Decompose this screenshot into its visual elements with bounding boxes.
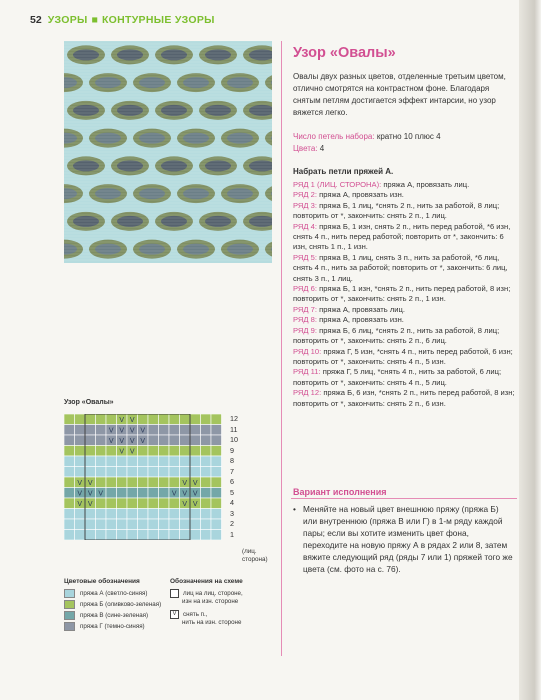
slip-symbol: V <box>170 610 179 619</box>
chart-cell <box>211 488 222 499</box>
chart-cell <box>180 446 191 457</box>
chart-title: Узор «Овалы» <box>64 399 114 406</box>
chart-cell <box>85 509 96 520</box>
chart-cell <box>190 446 201 457</box>
stitch-count <box>293 131 513 143</box>
chart-cell <box>190 530 201 541</box>
chart-cell <box>117 530 128 541</box>
symbol-legend-item <box>170 610 207 619</box>
chart-cell <box>148 425 159 436</box>
chart-cell <box>138 530 149 541</box>
chart-cell <box>169 435 180 446</box>
chart-cell <box>211 425 222 436</box>
row-instructions <box>293 180 517 409</box>
chart-cell <box>201 414 212 425</box>
knitted-swatch-photo <box>64 41 272 263</box>
chart-cell <box>117 456 128 467</box>
symbol-legend-label-2: нить на изн. стороне <box>182 619 242 626</box>
chart-cell <box>85 414 96 425</box>
chart-cell <box>138 509 149 520</box>
chart-cell <box>127 530 138 541</box>
row-text: пряжа А, провязать изн. <box>316 315 404 325</box>
row-number: 8 <box>230 456 234 465</box>
color-legend-title: Цветовые обозначения <box>64 578 140 585</box>
row-instruction <box>293 190 517 200</box>
slip-stitch-symbol: V <box>87 490 93 498</box>
row-text: пряжа В, 1 лиц, снять 3 п., нить за работой, *6 лиц, снять 4 п., нить за работой; повторить от *, закончить: 6 лиц, снять 3 п., 1 лиц. <box>293 252 508 283</box>
chart-cell <box>138 488 149 499</box>
chart-cell <box>75 446 86 457</box>
chart-cell <box>159 456 170 467</box>
chart-cell <box>138 446 149 457</box>
color-legend-item <box>64 589 147 598</box>
chart-cell <box>148 446 159 457</box>
chart-cell <box>85 467 96 478</box>
chart-cell <box>201 467 212 478</box>
row-text: пряжа Б, 1 изн, *снять 2 п., нить перед работой, 8 изн; повторить от *, закончить: снять 2 п., 1 изн. <box>293 284 511 304</box>
row-instruction <box>293 253 517 284</box>
chart-cell <box>127 488 138 499</box>
chart-cell <box>138 467 149 478</box>
chart-cell <box>148 509 159 520</box>
slip-stitch-symbol: V <box>182 490 188 498</box>
chart-cell <box>148 435 159 446</box>
chart-cell <box>211 446 222 457</box>
chart-cell <box>85 530 96 541</box>
slip-stitch-symbol: V <box>119 417 125 424</box>
row-label: РЯД 1 (ЛИЦ. СТОРОНА): <box>293 180 382 189</box>
symbol-legend-label-2: изн на изн. стороне <box>182 598 239 605</box>
slip-stitch-symbol: V <box>192 501 198 508</box>
row-instruction <box>293 305 517 315</box>
chart-cell <box>96 456 107 467</box>
section-title: УЗОРЫ <box>47 14 88 26</box>
slip-stitch-symbol: V <box>119 427 125 435</box>
chart-cell <box>180 435 191 446</box>
chart-cell <box>201 488 212 499</box>
chart-cell <box>117 498 128 509</box>
chart-cell <box>180 467 191 478</box>
color-count-value: 4 <box>319 144 325 153</box>
chart-cell <box>106 477 117 488</box>
row-label: РЯД 5: <box>293 252 317 262</box>
row-number: 3 <box>230 508 234 518</box>
chart-cell <box>169 530 180 541</box>
chart-cell <box>138 498 149 509</box>
row-label: РЯД 9: <box>293 325 317 335</box>
knit-purl-symbol <box>170 589 179 598</box>
chart-side-note <box>242 548 268 564</box>
chart-cell <box>180 530 191 541</box>
slip-stitch-symbol: V <box>192 490 198 498</box>
color-count <box>293 143 513 155</box>
chart-cell <box>64 414 75 425</box>
chart-cell <box>75 467 86 478</box>
chart-cell <box>85 456 96 467</box>
chart-cell <box>201 498 212 509</box>
chart-cell <box>201 435 212 446</box>
chart-cell <box>180 414 191 425</box>
slip-stitch-symbol: V <box>192 480 198 487</box>
slip-stitch-symbol: V <box>77 490 83 498</box>
chart-cell <box>148 519 159 530</box>
chart-cell <box>64 509 75 520</box>
row-label: РЯД 11: <box>293 367 321 377</box>
row-text: пряжа А, провязать лиц. <box>316 304 405 314</box>
color-legend-item <box>64 600 161 609</box>
row-instruction <box>293 367 517 388</box>
page-number: 52 <box>30 14 42 26</box>
side-note-line-2: сторона) <box>242 556 268 563</box>
chart-cell <box>106 446 117 457</box>
chart-cell <box>127 509 138 520</box>
slip-stitch-symbol: V <box>182 480 188 487</box>
row-label: РЯД 10: <box>293 346 322 356</box>
chart-cell <box>75 530 86 541</box>
color-legend-label: пряжа Г (темно-синяя) <box>80 623 145 630</box>
chart-cell <box>201 519 212 530</box>
slip-stitch-symbol: V <box>119 438 125 445</box>
chart-cell <box>148 456 159 467</box>
chart-cell <box>201 530 212 541</box>
chart-cell <box>211 519 222 530</box>
chart-cell <box>159 498 170 509</box>
chart-cell <box>117 477 128 488</box>
chart-cell <box>127 477 138 488</box>
chart-cell <box>106 414 117 425</box>
row-number: 7 <box>230 466 234 476</box>
row-label: РЯД 7: <box>293 304 317 314</box>
chart-cell <box>96 530 107 541</box>
row-number: 11 <box>230 424 238 434</box>
row-text: пряжа Б, 6 изн, *снять 2 п., нить перед работой, 8 изн; повторить от *, закончить: снять 2 п., 6 изн. <box>293 388 515 408</box>
row-text: пряжа Г, 5 лиц, *снять 4 п., нить за работой, 6 лиц; повторить от *, закончить: снять 4 п., 5 лиц. <box>293 367 502 387</box>
chart-cell <box>180 519 191 530</box>
slip-stitch-symbol: V <box>119 448 125 456</box>
slip-stitch-symbol: V <box>87 501 93 508</box>
running-header <box>30 14 215 26</box>
chart-cell <box>64 425 75 436</box>
chart-cell <box>159 446 170 457</box>
slip-stitch-symbol: V <box>129 427 135 435</box>
cast-on-instruction: Набрать петли пряжей А. <box>293 167 394 176</box>
slip-stitch-symbol: V <box>140 427 146 435</box>
color-legend-label: пряжа В (сине-зеленая) <box>80 612 149 619</box>
chart-cell <box>148 488 159 499</box>
symbol-legend-item <box>170 589 243 598</box>
row-text: пряжа Б, 1 лиц, *снять 2 п., нить за работой, 8 лиц; повторить от *, закончить: снять 2 п., 1 лиц. <box>293 200 500 221</box>
pattern-intro: Овалы двух разных цветов, отделенные третьим цветом, отлично смотрятся на контрастном фоне. Благодаря снятым петлям достигается эффект интарсии, но узор вяжется легко. <box>293 72 506 117</box>
row-instruction <box>293 222 517 253</box>
slip-stitch-symbol: V <box>98 490 104 498</box>
chart-cell <box>159 477 170 488</box>
slip-stitch-symbol: V <box>182 501 188 508</box>
chart-cell <box>211 456 222 467</box>
chart-cell <box>190 435 201 446</box>
row-instruction <box>293 388 517 409</box>
chart-cell <box>117 509 128 520</box>
symbol-legend-title: Обозначения на схеме <box>170 578 243 585</box>
slip-stitch-symbol: V <box>171 490 177 498</box>
chart-cell <box>169 456 180 467</box>
chart-cell <box>138 414 149 425</box>
chart-cell <box>169 467 180 478</box>
chart-cell <box>211 509 222 520</box>
chart-cell <box>148 467 159 478</box>
row-number: 2 <box>230 519 234 528</box>
chart-cell <box>106 456 117 467</box>
chart-cell <box>64 519 75 530</box>
chart-cell <box>106 530 117 541</box>
chart-cell <box>64 446 75 457</box>
chart-cell <box>96 498 107 509</box>
chart-cell <box>201 477 212 488</box>
variant-rule <box>291 498 517 499</box>
chart-cell <box>64 435 75 446</box>
side-note-line-1: (лиц. <box>242 548 257 555</box>
row-text: пряжа Г, 5 изн, *снять 4 п., нить перед работой, 6 изн; повторить от *, закончить: снять 4 п., 5 изн. <box>293 346 513 366</box>
chart-cell <box>169 519 180 530</box>
row-number: 9 <box>230 445 234 455</box>
row-label: РЯД 3: <box>293 200 317 210</box>
chart-cell <box>148 530 159 541</box>
chart-cell <box>159 435 170 446</box>
variant-bullet: • <box>293 504 296 514</box>
chart-cell <box>148 414 159 425</box>
color-swatch <box>64 611 75 620</box>
row-number: 12 <box>230 414 238 423</box>
chart-cell <box>106 488 117 499</box>
chart-cell <box>169 498 180 509</box>
row-label: РЯД 12: <box>293 388 322 398</box>
chart-cell <box>64 488 75 499</box>
chart-cell <box>211 414 222 425</box>
row-text: пряжа Б, 1 изн, снять 2 п., нить перед работой, *6 изн, снять 4 п., нить перед работой; повторить от *, закончить: 6 изн, снять 1 п., 1 изн. <box>293 221 511 252</box>
row-number: 6 <box>230 477 234 486</box>
chart-cell <box>127 456 138 467</box>
chart-cell <box>148 498 159 509</box>
column-divider <box>281 41 282 656</box>
chart-cell <box>96 509 107 520</box>
row-instruction <box>293 284 517 305</box>
chart-cell <box>138 519 149 530</box>
row-instruction <box>293 201 517 222</box>
symbol-legend-label: лиц на лиц. стороне, <box>183 590 243 597</box>
row-number: 4 <box>230 498 234 507</box>
book-spine <box>519 0 541 700</box>
chart-cell <box>180 425 191 436</box>
slip-stitch-symbol: V <box>77 480 83 487</box>
slip-stitch-symbol: V <box>108 438 114 445</box>
row-text: пряжа А, провязать лиц. <box>381 180 470 189</box>
slip-stitch-symbol: V <box>77 501 83 508</box>
chart-cell <box>159 425 170 436</box>
chart-cell <box>211 530 222 541</box>
chart-cell <box>106 519 117 530</box>
chart-cell <box>201 446 212 457</box>
chart-cell <box>75 425 86 436</box>
color-legend-label: пряжа А (светло-синяя) <box>80 590 148 597</box>
row-instruction <box>293 180 517 190</box>
variant-body: Меняйте на новый цвет внешнюю пряжу (пряжа Б) или внутреннюю (пряжа В или Г) в 1-м ряду каждой пары; если вы хотите изменить цвет фона, переходите на новую пряжу А в рядах 2 или 8, затем вяжите следующий ряд (ряды 7 или 1) пряжей того же цвета (см. фото на с. 76). <box>303 504 513 574</box>
chart-cell <box>190 414 201 425</box>
chart-cell <box>159 509 170 520</box>
chart-cell <box>211 435 222 446</box>
chart-cell <box>169 425 180 436</box>
row-number: 1 <box>230 529 234 539</box>
color-legend-item <box>64 611 148 620</box>
chart-cell <box>96 477 107 488</box>
row-instruction <box>293 347 517 368</box>
chart-cell <box>75 435 86 446</box>
chart-cell <box>75 509 86 520</box>
chart-cell <box>169 446 180 457</box>
chart-cell <box>96 425 107 436</box>
chart-cell <box>190 425 201 436</box>
variant-title: Вариант исполнения <box>293 487 387 497</box>
variant-text <box>293 503 515 575</box>
chart-cell <box>190 509 201 520</box>
chart-cell <box>159 530 170 541</box>
chart-cell <box>169 414 180 425</box>
row-label: РЯД 6: <box>293 284 317 294</box>
chart-cell <box>96 446 107 457</box>
chart-cell <box>85 425 96 436</box>
slip-stitch-symbol: V <box>108 427 114 435</box>
stitch-count-value: кратно 10 плюс 4 <box>376 132 441 141</box>
chart-cell <box>106 509 117 520</box>
chart-cell <box>75 414 86 425</box>
slip-stitch-symbol: V <box>140 438 146 445</box>
chart-cell <box>127 467 138 478</box>
row-label: РЯД 8: <box>293 315 317 325</box>
color-swatch <box>64 622 75 631</box>
chart-cell <box>211 498 222 509</box>
row-number: 5 <box>230 487 234 497</box>
chart-cell <box>169 477 180 488</box>
color-swatch <box>64 600 75 609</box>
chart-cell <box>190 519 201 530</box>
chart-cell <box>138 477 149 488</box>
header-separator: ■ <box>91 14 98 26</box>
color-legend-label: пряжа Б (оливково-зеленая) <box>80 601 162 608</box>
chart-cell <box>159 467 170 478</box>
chart-cell <box>96 435 107 446</box>
color-count-label: Цвета: <box>293 144 318 153</box>
chart-cell <box>64 467 75 478</box>
pattern-title: Узор «Овалы» <box>293 45 396 61</box>
chart-cell <box>64 477 75 488</box>
stitch-count-label: Число петель набора: <box>293 132 375 141</box>
subsection-title: КОНТУРНЫЕ УЗОРЫ <box>101 14 215 26</box>
row-instruction <box>293 315 517 325</box>
chart-cell <box>75 456 86 467</box>
chart-cell <box>106 498 117 509</box>
chart-cell <box>117 519 128 530</box>
row-label: РЯД 4: <box>293 221 317 231</box>
slip-stitch-symbol: V <box>129 438 135 445</box>
chart-cell <box>148 477 159 488</box>
chart-cell <box>180 509 191 520</box>
chart-cell <box>106 467 117 478</box>
chart-cell <box>96 519 107 530</box>
slip-stitch-symbol: V <box>129 448 135 456</box>
chart-cell <box>127 519 138 530</box>
chart-cell <box>201 425 212 436</box>
row-text: пряжа Б, 6 лиц, *снять 2 п., нить за работой, 8 лиц; повторить от *, закончить: снять 2 п., 6 лиц. <box>293 325 500 346</box>
chart-cell <box>211 467 222 478</box>
chart-cell <box>190 467 201 478</box>
chart-cell <box>159 519 170 530</box>
slip-stitch-symbol: V <box>129 417 135 424</box>
row-text: пряжа А, провязать изн. <box>316 190 404 200</box>
chart-cell <box>180 456 191 467</box>
chart-cell <box>117 467 128 478</box>
chart-cell <box>64 456 75 467</box>
chart-cell <box>64 530 75 541</box>
chart-cell <box>75 519 86 530</box>
row-label: РЯД 2: <box>293 190 317 200</box>
color-swatch <box>64 589 75 598</box>
symbol-legend-label: снять п., <box>183 611 208 618</box>
row-instruction <box>293 326 517 347</box>
chart-cell <box>159 414 170 425</box>
chart-cell <box>85 519 96 530</box>
chart-cell <box>117 488 128 499</box>
chart-cell <box>169 509 180 520</box>
chart-cell <box>127 498 138 509</box>
chart-cell <box>96 414 107 425</box>
chart-cell <box>190 456 201 467</box>
chart-cell <box>138 456 149 467</box>
chart-cell <box>85 435 96 446</box>
chart-cell <box>85 446 96 457</box>
chart-cell <box>96 467 107 478</box>
chart-cell <box>201 509 212 520</box>
chart-cell <box>64 498 75 509</box>
row-number: 10 <box>230 435 238 444</box>
pattern-chart <box>64 414 226 545</box>
chart-cell <box>201 456 212 467</box>
chart-cell <box>159 488 170 499</box>
slip-stitch-symbol: V <box>87 480 93 487</box>
chart-cell <box>211 477 222 488</box>
color-legend-item <box>64 622 145 631</box>
